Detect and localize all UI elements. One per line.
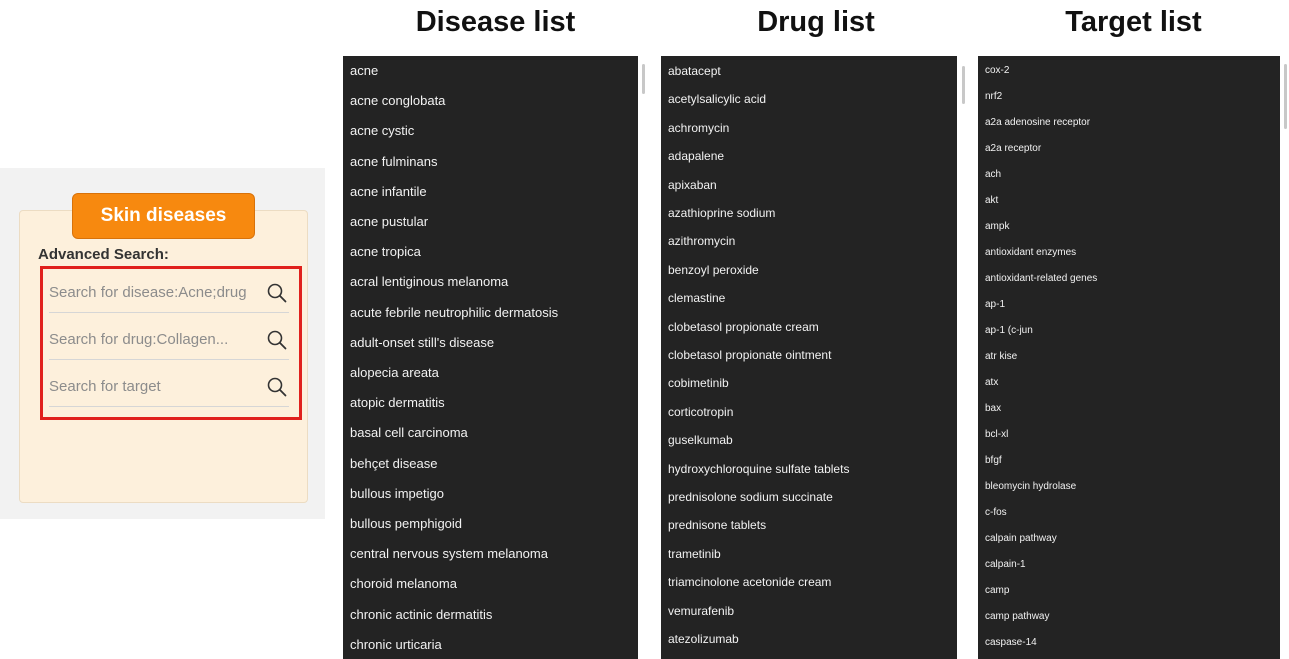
list-item[interactable]: prednisolone sodium succinate [668,490,833,504]
list-item[interactable]: trametinib [668,546,721,561]
list-item[interactable]: acetylsalicylic acid [668,92,767,107]
list-item[interactable]: azathioprine sodium [668,206,776,220]
list-item[interactable]: bfgf [985,455,1002,466]
list-item[interactable]: choroid melanoma [350,576,457,592]
list-item[interactable]: corticotropin [668,404,734,419]
skin-diseases-button[interactable]: Skin diseases [72,193,255,239]
list-item[interactable]: acne fulminans [350,153,438,169]
list-item[interactable]: a2a receptor [985,143,1042,154]
list-item[interactable]: benzoyl peroxide [668,262,759,277]
list-item[interactable]: akt [985,195,999,206]
list-item[interactable]: ap-1 [985,299,1006,310]
list-item[interactable]: acne [350,63,379,78]
scrollbar-thumb[interactable] [642,64,645,94]
list-item[interactable]: triamcinolone acetonide cream [668,575,832,590]
list-item[interactable]: camp [985,585,1010,596]
list-item[interactable]: bullous impetigo [350,485,444,501]
list-item[interactable]: calpain pathway [985,533,1057,544]
list-item[interactable]: caspase-14 [985,637,1037,648]
list-item[interactable]: prednisone tablets [668,518,767,533]
list-item[interactable]: achromycin [668,120,730,135]
list-item[interactable]: bcl-xl [985,429,1009,440]
list-item[interactable]: central nervous system melanoma [350,546,548,562]
list-item[interactable]: calpain-1 [985,559,1026,570]
list-item[interactable]: cox-2 [985,65,1010,76]
list-item[interactable]: acne cystic [350,123,415,139]
list-item[interactable]: clobetasol propionate cream [668,319,819,334]
list-item[interactable]: clobetasol propionate ointment [668,348,832,362]
list-item[interactable]: chronic actinic dermatitis [350,606,493,622]
list-item[interactable]: alopecia areata [350,365,439,380]
list-item[interactable]: abatacept [668,64,721,78]
advanced-search-label: Advanced Search: [38,246,169,263]
drug-list-scrollbar[interactable] [957,56,971,659]
target-list-scrollbar[interactable] [1280,56,1289,659]
list-item[interactable]: atr kise [985,351,1018,362]
list-item[interactable]: atx [985,377,999,388]
list-item[interactable]: camp pathway [985,611,1050,622]
list-item[interactable]: adult-onset still's disease [350,334,495,350]
drug-list [661,56,957,659]
list-item[interactable]: nrf2 [985,91,1003,102]
list-item[interactable]: acne pustular [350,214,429,229]
list-item[interactable]: hydroxychloroquine sulfate tablets [668,461,850,476]
list-item[interactable]: atopic dermatitis [350,395,445,411]
disease-list-title: Disease list [415,6,576,38]
list-item[interactable]: cobimetinib [668,376,729,391]
list-item[interactable]: clemastine [668,291,726,306]
list-item[interactable]: behçet disease [350,455,438,471]
list-item[interactable]: ach [985,169,1002,180]
list-item[interactable]: guselkumab [668,433,733,448]
list-item[interactable]: acne conglobata [350,93,446,109]
list-item[interactable]: basal cell carcinoma [350,425,468,441]
list-item[interactable]: atezolizumab [668,632,739,646]
list-item[interactable]: c-fos [985,507,1007,518]
scrollbar-thumb[interactable] [1284,64,1287,129]
disease-list [343,56,638,659]
list-item[interactable]: antioxidant-related genes [985,273,1098,284]
target-list [978,56,1280,659]
drug-list-title: Drug list [757,6,875,38]
list-item[interactable]: a2a adenosine receptor [985,117,1091,128]
list-item[interactable]: acute febrile neutrophilic dermatosis [350,304,559,320]
list-item[interactable]: ampk [985,221,1010,232]
list-item[interactable]: acne tropica [350,244,421,260]
list-item[interactable]: acne infantile [350,183,427,199]
list-item[interactable]: chronic urticaria [350,636,442,652]
list-item[interactable]: antioxidant enzymes [985,247,1077,258]
list-item[interactable]: azithromycin [668,234,736,249]
list-item[interactable]: apixaban [668,177,717,192]
list-item[interactable]: adapalene [668,149,725,164]
list-item[interactable]: bullous pemphigoid [350,516,463,531]
target-list-title: Target list [1065,6,1202,38]
highlight-box [40,266,302,420]
scrollbar-thumb[interactable] [962,66,965,104]
disease-list-scrollbar[interactable] [638,56,648,659]
list-item[interactable]: ap-1 (c-jun [985,325,1033,336]
list-item[interactable]: vemurafenib [668,603,735,618]
list-item[interactable]: bax [985,403,1002,414]
list-item[interactable]: bleomycin hydrolase [985,481,1077,492]
list-item[interactable]: acral lentiginous melanoma [350,274,509,290]
